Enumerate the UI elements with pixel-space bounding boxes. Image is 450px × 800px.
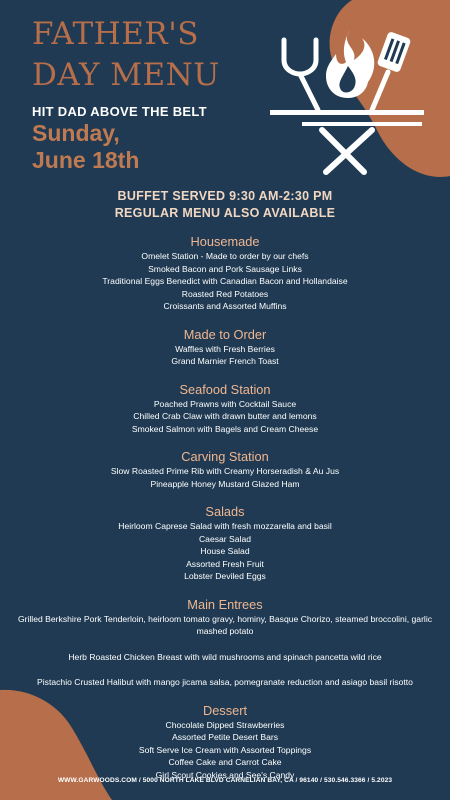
menu-item: Lobster Deviled Eggs	[184, 571, 266, 581]
section-dessert	[0, 702, 450, 782]
menu-item: Poached Prawns with Cocktail Sauce	[153, 398, 297, 409]
menu-item: Assorted Petite Desert Bars	[171, 732, 279, 742]
section-salads	[0, 503, 450, 583]
menu-item: Grand Marnier French Toast	[171, 356, 279, 366]
menu-item: Omelet Station - Made to order by our chefs	[141, 251, 309, 261]
date-line-2: June 18th	[32, 147, 140, 173]
menu-item: Slow Roasted Prime Rib with Creamy Horseradish & Au Jus	[110, 466, 340, 476]
section-title: Seafood Station	[179, 381, 271, 397]
section-title: Carving Station	[181, 449, 269, 464]
menu-item: Pineapple Honey Mustard Glazed Ham	[150, 478, 300, 489]
menu-item: Assorted Fresh Fruit	[186, 558, 264, 569]
menu-title	[32, 14, 220, 96]
menu-item: Coffee Cake and Carrot Cake	[168, 757, 282, 767]
section-main-entrees	[0, 596, 450, 689]
section-title: Salads	[205, 504, 245, 519]
menu-item: Girl Scout Cookies and See's Candy	[155, 769, 295, 780]
menu-item: Caesar Salad	[198, 533, 252, 544]
title-line-1: FATHER'S	[32, 16, 199, 52]
section-seafood-station	[0, 381, 450, 436]
section-carving-station	[0, 448, 450, 490]
menu-item: Traditional Eggs Benedict with Canadian Bacon and Hollandaise	[102, 276, 348, 286]
footer-contact: WWW.GARWOODS.COM / 5000 NORTH LAKE BLVD CARNELIAN BAY, CA / 96140 / 530.546.3366 / 5.2023	[57, 777, 393, 784]
menu-item: Heirloom Caprese Salad with fresh mozzarella and basil	[118, 521, 332, 531]
section-title: Housemade	[190, 234, 260, 249]
menu-item: Grilled Berkshire Pork Tenderloin, heirloom tomato gravy, hominy, Basque Chorizo, steamed broccolini, garlic mashed potato	[17, 613, 433, 636]
section-title: Made to Order	[183, 326, 267, 342]
menu-item: Chocolate Dipped Strawberries	[165, 719, 285, 730]
date-line-1: Sunday,	[32, 120, 120, 146]
menu-item: Roasted Red Potatoes	[181, 288, 269, 299]
menu-list	[0, 233, 450, 781]
menu-item: Croissants and Assorted Muffins	[163, 301, 287, 311]
menu-item: Waffles with Fresh Berries	[175, 343, 275, 354]
menu-item: Pistachio Crusted Halibut with mango jicama salsa, pomegranate reduction and asiago basil risotto	[37, 677, 413, 687]
section-housemade	[0, 233, 450, 313]
section-title: Dessert	[202, 702, 248, 718]
section-title: Main Entrees	[187, 596, 263, 612]
menu-item: Soft Serve Ice Cream with Assorted Toppings	[138, 744, 312, 755]
event-date	[32, 120, 232, 174]
menu-item: Chilled Crab Claw with drawn butter and lemons	[133, 411, 317, 421]
section-made-to-order	[0, 326, 450, 368]
buffet-info	[0, 188, 450, 222]
menu-item: House Salad	[200, 546, 250, 556]
grill-tools-flame-icon	[262, 22, 432, 182]
buffet-hours: BUFFET SERVED 9:30 AM-2:30 PM	[117, 189, 333, 203]
title-line-2: DAY MENU	[32, 57, 220, 93]
tagline: HIT DAD ABOVE THE BELT	[32, 104, 207, 119]
menu-item: Herb Roasted Chicken Breast with wild mushrooms and spinach pancetta wild rice	[68, 651, 382, 662]
regular-menu-note: REGULAR MENU ALSO AVAILABLE	[114, 206, 336, 220]
menu-item: Smoked Bacon and Pork Sausage Links	[148, 263, 302, 274]
menu-item: Smoked Salmon with Bagels and Cream Cheese	[131, 423, 319, 434]
